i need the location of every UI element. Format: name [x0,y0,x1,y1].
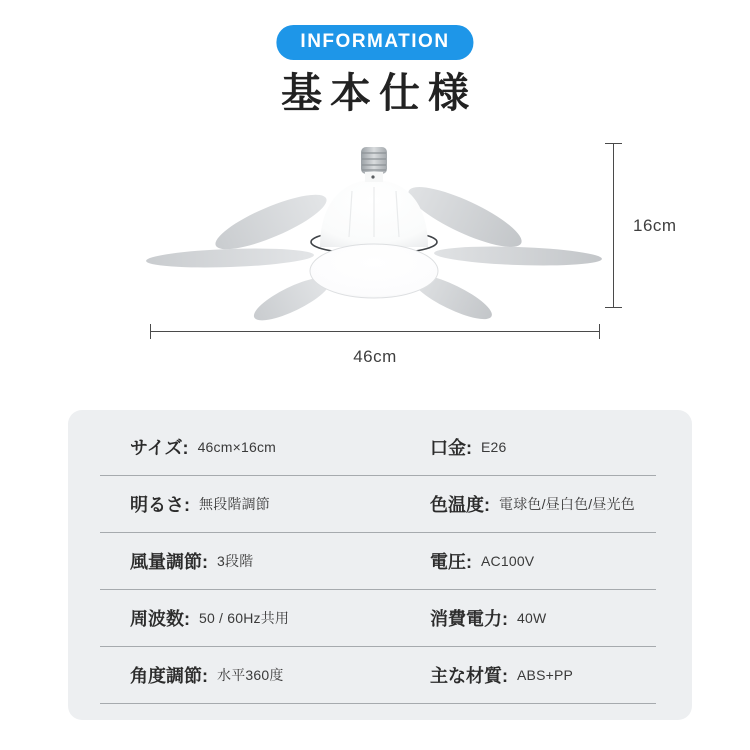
spec-label: 風量調節: [130,552,208,572]
spec-label: 角度調節: [130,666,208,686]
width-dimension-cap-left [150,324,151,339]
page-title: 基本仕様 [281,70,477,116]
spec-row-airflow-voltage [100,533,656,590]
spec-value: E26 [481,439,507,455]
spec-cell-voltage [430,548,656,574]
spec-value: 電球色/昼白色/昼光色 [499,496,635,512]
spec-label: 主な材質: [430,666,508,686]
spec-label: 周波数: [130,609,190,629]
spec-value: 40W [517,610,547,626]
spec-row-brightness-colortemp [100,476,656,533]
spec-table [68,410,692,720]
spec-cell-size [100,434,430,460]
spec-label: 口金: [430,438,472,458]
spec-value: ABS+PP [517,667,574,683]
light-diffuser-disc [310,244,438,298]
spec-value: 3段階 [217,553,254,569]
height-dimension-label: 16cm [633,216,677,235]
spec-label: 電圧: [430,552,472,572]
spec-value: 50 / 60Hz共用 [199,610,290,626]
spec-row-frequency-power [100,590,656,647]
spec-cell-airflow [100,548,430,574]
height-dimension-cap-top [605,143,622,144]
spec-label: 色温度: [430,495,490,515]
spec-label: 消費電力: [430,609,508,629]
spec-label: サイズ: [130,438,189,458]
spec-value: 水平360度 [217,667,284,683]
spec-row-size-socket [100,419,656,476]
spec-label: 明るさ: [130,495,190,515]
spec-cell-material [430,662,656,688]
width-dimension-cap-right [599,324,600,339]
body-dot [371,175,374,178]
spec-value: AC100V [481,553,535,569]
spec-cell-socket [430,434,656,460]
spec-cell-frequency [100,605,430,631]
width-dimension-line [150,331,600,332]
spec-cell-angle [100,662,430,688]
height-dimension-line [613,143,614,308]
fan-illustration [140,125,610,345]
information-badge: INFORMATION [276,25,473,60]
spec-cell-colortemp [430,491,656,517]
height-dimension-cap-bottom [605,307,622,308]
spec-row-angle-material [100,647,656,704]
spec-cell-brightness [100,491,430,517]
spec-value: 46cm×16cm [197,439,277,455]
width-dimension-label: 46cm [353,347,397,366]
spec-cell-power [430,605,656,631]
ceiling-fan-image [140,125,610,345]
spec-value: 無段階調節 [199,496,270,512]
